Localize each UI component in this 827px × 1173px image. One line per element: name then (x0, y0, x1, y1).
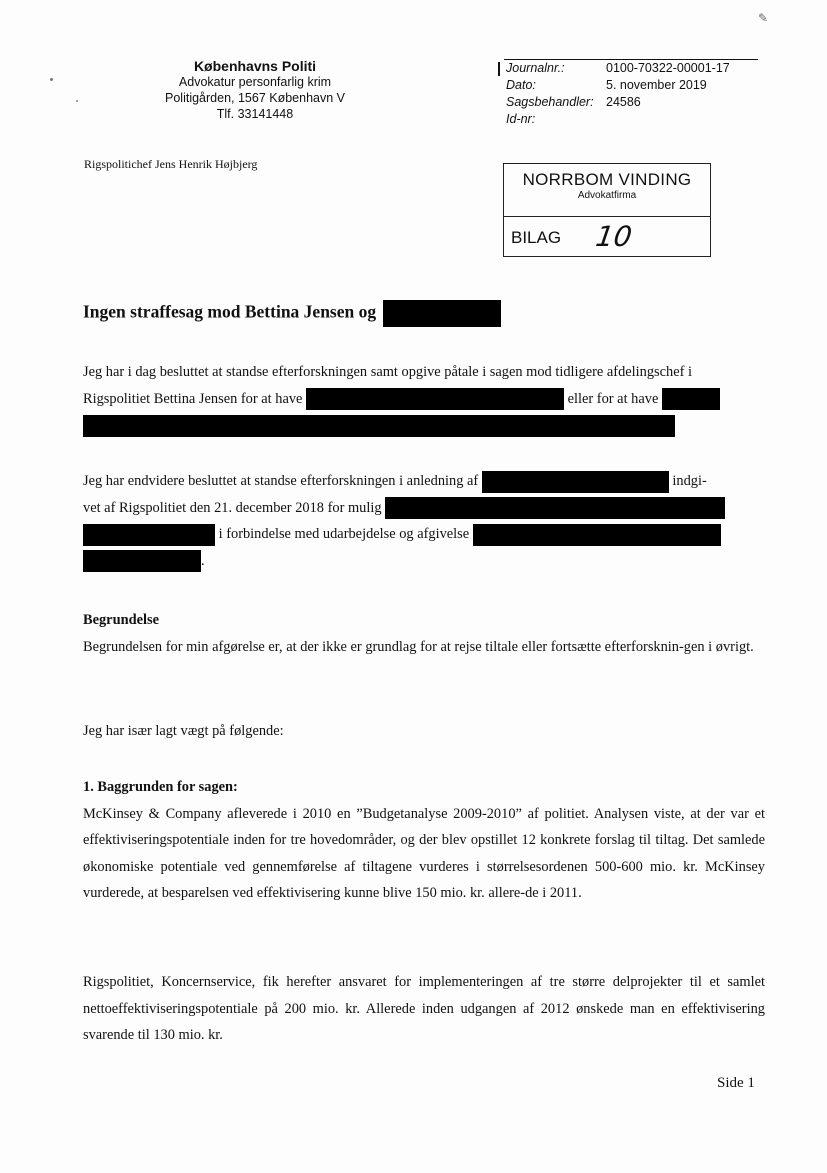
redaction-box (83, 415, 675, 437)
redaction-box (83, 524, 215, 546)
stamp-firm-box (504, 164, 710, 217)
org-department: Advokatur personfarlig krim (178, 75, 332, 89)
redaction-box (482, 471, 669, 493)
section-text: McKinsey & Company afleverede i 2010 en ”Budgetanalyse 2009-2010” af politiet. Analysen viste, at der var et effektiviseringspotentiale inden for tre hovedområder, og der blev opstillet 12 konkrete forslag til tiltag. Det samlede økonomiske potentiale ved gennemførelse af tiltagene vurderes i størrelsesordenen 500-600 mio. kr. McKinsey vurderede, at besparelsen ved effektivisering kunne blive 150 mio. kr. allere-de i 2011. (83, 805, 765, 901)
page-number: Side 1 (717, 1075, 755, 1091)
stamp-firm-subtitle: Advokatfirma (577, 190, 637, 201)
redaction-box (662, 388, 720, 410)
redaction-box (306, 388, 564, 410)
sender-organization (150, 58, 360, 122)
meta-date: Dato: 5. november 2019 (506, 78, 707, 92)
redaction-box (385, 497, 725, 519)
exhibit-stamp (503, 163, 711, 257)
section-reasoning (83, 607, 765, 660)
meta-id-number: Id-nr: (506, 112, 536, 126)
section-text: Begrundelsen for min afgørelse er, at der ikke er grundlag for at rejse tiltale eller fortsætte efterforsknin-gen i øvrigt. (83, 638, 754, 655)
section-background-continued: Rigspolitiet, Koncernservice, fik herefter ansvaret for implementeringen af tre større delprojekter til et samlet nettoeffektiviseringspotentiale på 200 mio. kr. Allerede inden udgangen af 2012 ønskede man en effektivisering svarende til 130 mio. kr. (83, 974, 765, 1043)
metadata-bracket (498, 62, 500, 76)
meta-journalnr: Journalnr.: 0100-70322-00001-17 (506, 61, 730, 75)
stamp-firm-name: NORRBOM VINDING (522, 170, 692, 189)
meta-case-officer: Sagsbehandler: 24586 (506, 95, 641, 109)
org-phone: Tlf. 33141448 (216, 107, 294, 121)
document-title: Ingen straffesag mod Bettina Jensen og (83, 300, 501, 327)
redaction-box (83, 550, 201, 572)
paragraph-further-decision: Jeg har endvidere besluttet at standse efterforskningen i anledning af indgi- vet af Rigspolitiet den 21. december 2018 for mulig i forbindelse med udarbejdelse og afgivelse . (83, 468, 765, 574)
scan-mark: ✎ (758, 11, 769, 25)
org-address: Politigården, 1567 København V (165, 91, 345, 105)
scan-speck (76, 100, 78, 102)
weight-statement: Jeg har især lagt vægt på følgende: (83, 723, 284, 739)
section-background (83, 774, 765, 907)
redaction-box (473, 524, 721, 546)
section-heading: Begrundelse (83, 612, 159, 628)
stamp-bilag-label: BILAG (511, 228, 562, 247)
org-name: Københavns Politi (193, 58, 317, 74)
case-metadata (498, 58, 760, 128)
scan-speck (50, 78, 53, 81)
sender-name: Rigspolitichef Jens Henrik Højbjerg (84, 157, 258, 171)
paragraph-decision: Jeg har i dag besluttet at standse efterforskningen samt opgive påtale i sagen mod tidligere afdelingschef i Rigspolitiet Bettina Jensen for at have eller for at have (83, 359, 765, 439)
redaction-box (383, 300, 501, 327)
section-heading: 1. Baggrunden for sagen: (83, 779, 238, 795)
stamp-bilag-number: 10 (593, 220, 634, 253)
